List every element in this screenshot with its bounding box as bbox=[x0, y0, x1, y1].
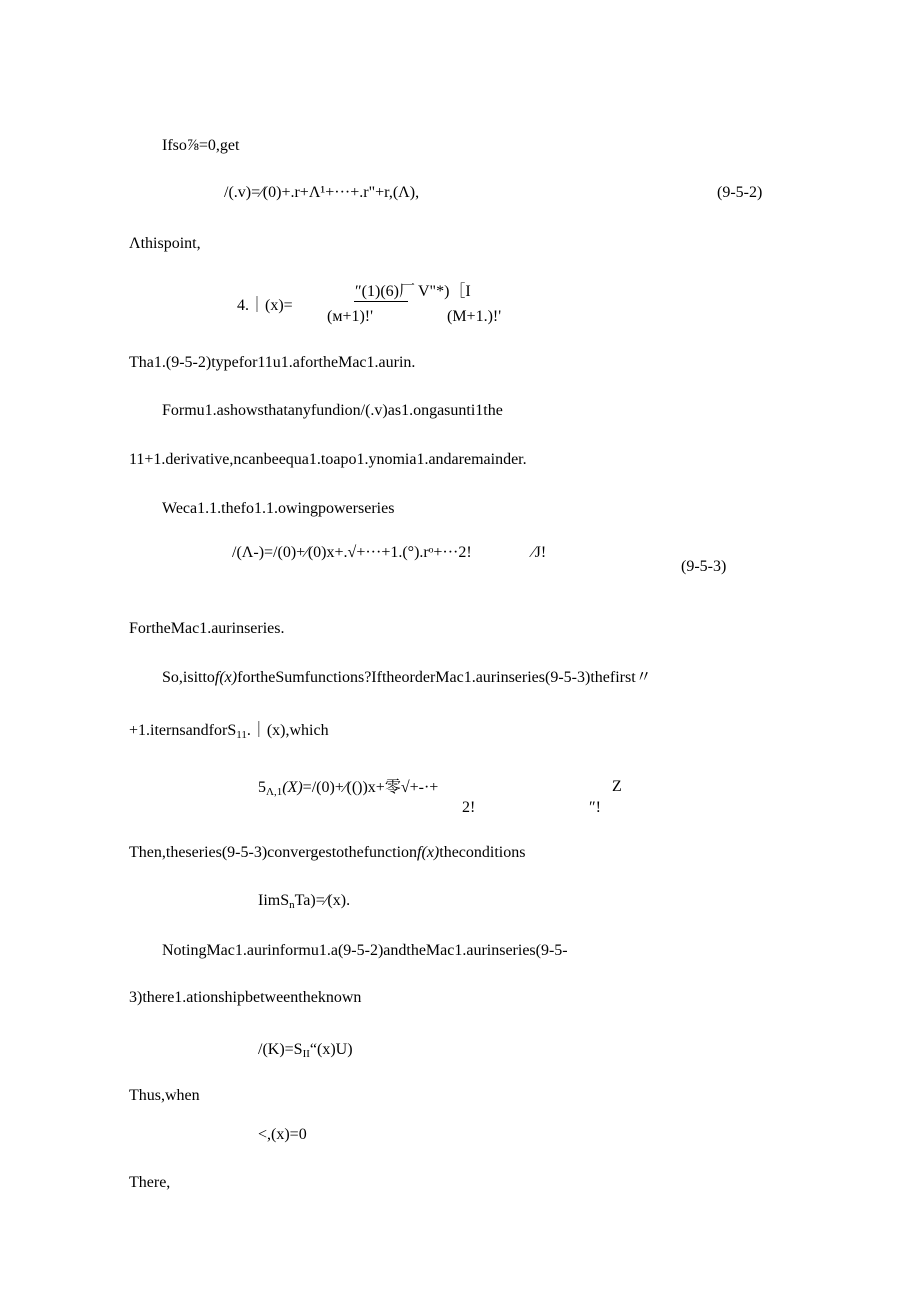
text-line-we-call: Weca1.1.thefo1.1.owingpowerseries bbox=[162, 500, 395, 517]
text-line-for-the-maclaurin-series: FortheMac1.aurinseries. bbox=[129, 620, 285, 637]
equation-remainder-numerator-2: V"*)［I bbox=[418, 283, 471, 300]
equation-number-9-5-3: (9-5-3) bbox=[681, 558, 727, 575]
equation-remainder-denominator-2: (M+1.)!' bbox=[447, 308, 502, 325]
equation-partial-sum-denominator-1: 2! bbox=[462, 799, 476, 816]
equation-remainder-lhs: 4.｜(x)= bbox=[237, 297, 293, 314]
equation-remainder-denominator-1: (ᴍ+1)!' bbox=[327, 308, 374, 325]
equation-partial-sum-denominator-2: ″! bbox=[589, 799, 601, 816]
text-line-thus-when: Thus,when bbox=[129, 1087, 200, 1104]
text-line-that-type: Tha1.(9-5-2)typefor11u1.afortheMac1.aurin. bbox=[129, 354, 416, 371]
equation-partial-sum: $5_{\Lambda,1}(X)=/(0)+⁄(())x+$零√+-·+ bbox=[258, 779, 439, 798]
text-line-relationship: 3)there1.ationshipbetweentheknown bbox=[129, 989, 362, 1006]
text-line-derivative: 11+1.derivative,ncanbeequa1.toapo1.ynomia1.andaremainder. bbox=[129, 451, 527, 468]
text-line-then-the-series: Then,theseries(9-5-3)convergestothefunctionf(x)theconditions bbox=[129, 844, 526, 861]
text-line-there: There, bbox=[129, 1174, 171, 1191]
equation-known-relation: $/(K)=S_{II}“(x)U$) bbox=[258, 1041, 353, 1060]
text-line-so-is-it: So,isittof(x)fortheSumfunctions?IftheorderMac1.aurinseries(9-5-3)thefirst〃 bbox=[162, 669, 652, 686]
text-line-if-so: Ifso⅞=0,get bbox=[162, 137, 240, 154]
text-line-noting: NotingMac1.aurinformu1.a(9-5-2)andtheMac1.aurinseries(9-5- bbox=[162, 942, 568, 959]
equation-number-9-5-2: (9-5-2) bbox=[717, 184, 763, 201]
equation-partial-sum-z: Z bbox=[612, 778, 622, 795]
equation-remainder-numerator-1: ″(1)(6)厂 bbox=[355, 283, 415, 300]
fraction-bar bbox=[354, 301, 408, 302]
equation-maclaurin-series-tail: ⁄J! bbox=[532, 544, 547, 561]
equation-limit: IimS$_n$Ta)=⁄(x). bbox=[258, 892, 351, 911]
equation-maclaurin-formula: /(.v)=⁄(0)+.r+Λ¹+···+.r"+r,(Λ), bbox=[224, 184, 420, 201]
text-line-at-this-point: Λthispoint, bbox=[129, 235, 201, 252]
equation-remainder-zero: <,(x)=0 bbox=[258, 1126, 307, 1143]
text-line-formula-shows: Formu1.ashowsthatanyfundion/(.v)as1.ongasunti1the bbox=[162, 402, 503, 419]
equation-maclaurin-series: /(Λ-)=/(0)+⁄(0)x+.√+···+1.(°).rᵒ+···2! bbox=[232, 544, 472, 561]
text-line-terms-and-for: +1.iternsandforS$_{11}$.｜(x),which bbox=[129, 722, 329, 741]
